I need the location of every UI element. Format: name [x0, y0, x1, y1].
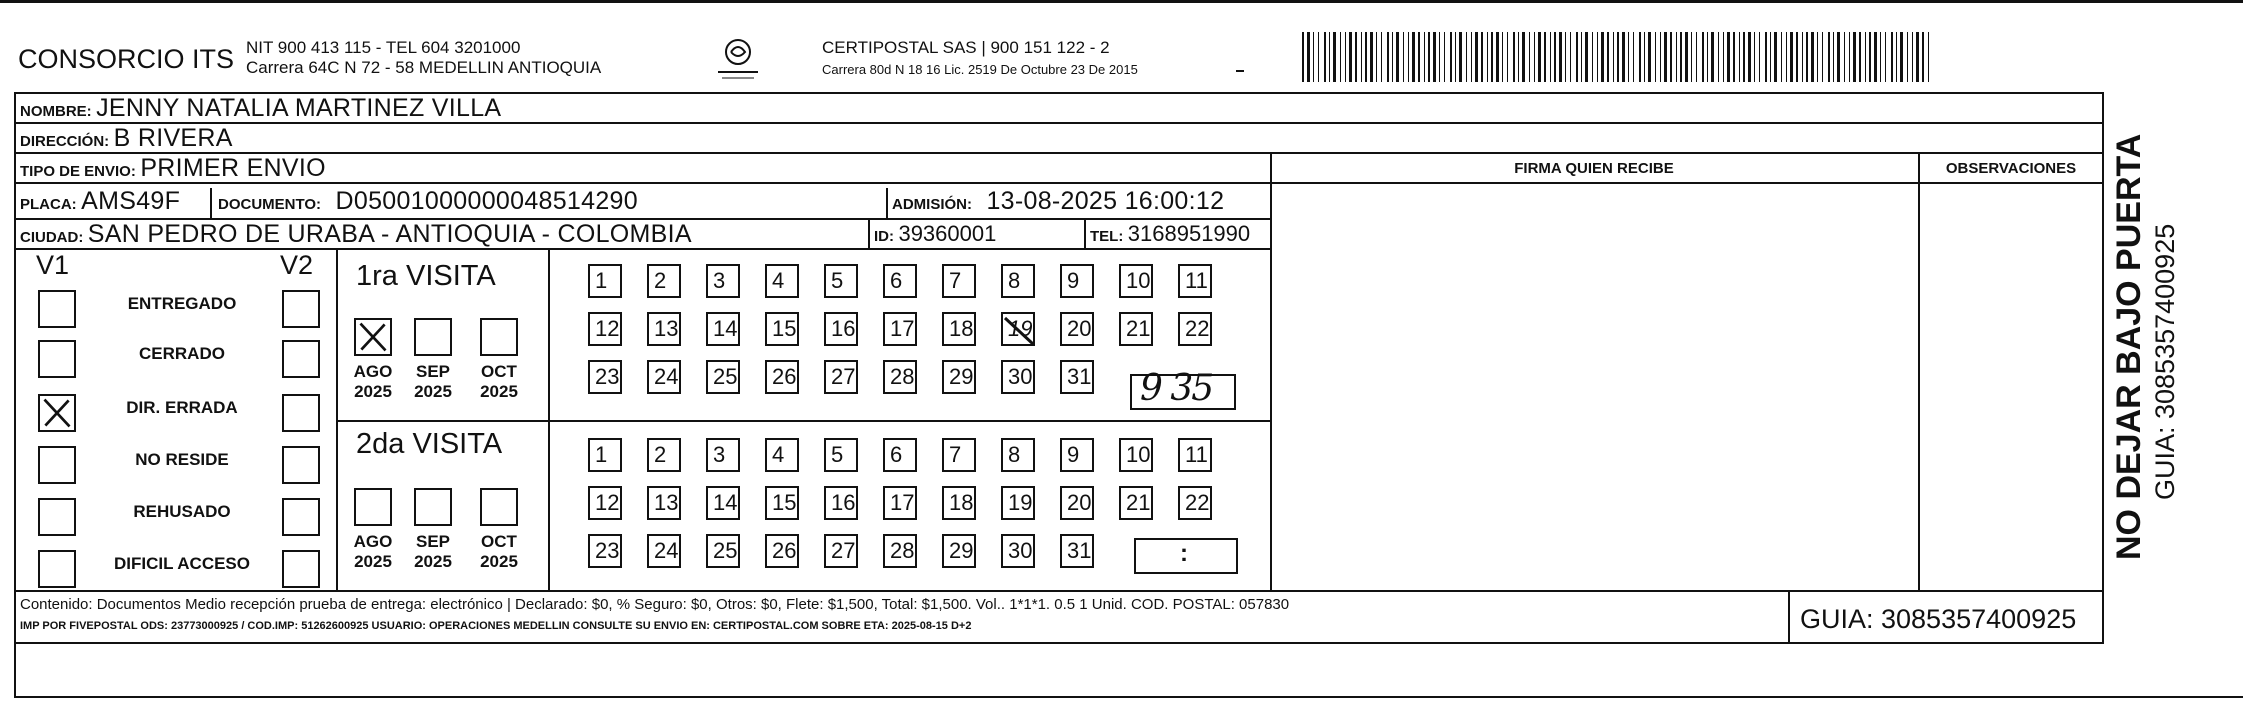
- barcode-bar: [1828, 32, 1830, 82]
- barcode-bar: [1754, 32, 1755, 82]
- day-box[interactable]: 28: [883, 360, 917, 394]
- barcode-bar: [1811, 32, 1814, 82]
- barcode-bar: [1307, 32, 1310, 82]
- certipostal-logo: [712, 36, 764, 86]
- day-box[interactable]: 9: [1060, 438, 1094, 472]
- day-box[interactable]: 19: [1001, 312, 1035, 346]
- tipo-envio-field: [20, 154, 326, 183]
- nombre-label: NOMBRE:: [20, 103, 92, 120]
- barcode-bar: [1424, 32, 1425, 82]
- barcode-bar: [1781, 32, 1782, 82]
- barcode-bar: [1455, 32, 1456, 82]
- documento-field: [218, 187, 638, 216]
- ciudad-value: SAN PEDRO DE URABA - ANTIOQUIA - COLOMBIA: [87, 220, 692, 248]
- barcode-bar: [1670, 32, 1672, 82]
- barcode-bar: [1885, 32, 1886, 82]
- day-box[interactable]: 4: [765, 264, 799, 298]
- barcode-bar: [1648, 32, 1651, 82]
- carrier-line1: CERTIPOSTAL SAS | 900 151 122 - 2: [822, 38, 1110, 57]
- barcode-bar: [1349, 32, 1352, 82]
- day-box[interactable]: 20: [1060, 486, 1094, 520]
- barcode-bar: [1916, 32, 1919, 82]
- barcode-bar: [1806, 32, 1808, 82]
- month-checkbox[interactable]: [354, 488, 392, 526]
- day-box[interactable]: 17: [883, 312, 917, 346]
- day-box[interactable]: 23: [588, 534, 622, 568]
- barcode-bar: [1491, 32, 1493, 82]
- day-box[interactable]: 30: [1001, 360, 1035, 394]
- day-box[interactable]: 30: [1001, 534, 1035, 568]
- barcode-bar: [1727, 32, 1730, 82]
- month-checkbox[interactable]: [480, 318, 518, 356]
- barcode-bar: [1912, 32, 1913, 82]
- barcode-bar: [1644, 32, 1645, 82]
- day-box[interactable]: 26: [765, 534, 799, 568]
- tel-value: 3168951990: [1127, 221, 1251, 246]
- barcode-bar: [1355, 32, 1357, 82]
- barcode-bar: [1711, 32, 1714, 82]
- v2-checkbox[interactable]: [282, 498, 320, 536]
- barcode-bar: [1622, 32, 1625, 82]
- day-box[interactable]: 14: [706, 486, 740, 520]
- barcode-bar: [1570, 32, 1571, 82]
- status-option-label: CERRADO: [139, 344, 225, 363]
- barcode-bar: [1529, 32, 1530, 82]
- barcode-bar: [1817, 32, 1818, 82]
- status-option-label: DIFICIL ACCESO: [113, 554, 250, 573]
- v1-checkbox[interactable]: [38, 340, 76, 378]
- barcode-bar: [1576, 32, 1578, 82]
- barcode-bar: [1585, 32, 1588, 82]
- day-box[interactable]: 4: [765, 438, 799, 472]
- barcode-bar: [1664, 32, 1667, 82]
- tel-label: TEL:: [1090, 228, 1124, 245]
- month-name: AGO: [353, 362, 393, 381]
- certipostal-logo-icon: [712, 36, 764, 86]
- barcode-bar: [1370, 32, 1373, 82]
- barcode-bar: [1655, 32, 1656, 82]
- placa-value: AMS49F: [81, 187, 181, 215]
- day-box[interactable]: 8: [1001, 264, 1035, 298]
- barcode-bar: [1450, 32, 1452, 82]
- barcode-bar: [1723, 32, 1724, 82]
- day-box[interactable]: 29: [942, 360, 976, 394]
- barcode-bar: [1439, 32, 1440, 82]
- barcode-bar: [1471, 32, 1472, 82]
- barcode-bar: [1513, 32, 1515, 82]
- barcode-bar: [1613, 32, 1614, 82]
- ciudad-label: CIUDAD:: [20, 229, 84, 246]
- barcode-bar: [1696, 32, 1697, 82]
- barcode-bar: [1387, 32, 1389, 82]
- barcode-bar: [1361, 32, 1362, 82]
- barcode-bar: [1444, 32, 1445, 82]
- barcode-bar: [1691, 32, 1692, 82]
- barcode-bar: [1487, 32, 1488, 82]
- barcode-bar: [1376, 32, 1377, 82]
- barcode-bar: [1896, 32, 1897, 82]
- tel-field: [1090, 221, 1250, 247]
- barcode-bar: [1707, 32, 1708, 82]
- barcode-bar: [1396, 32, 1399, 82]
- day-box[interactable]: 27: [824, 360, 858, 394]
- barcode-bar: [1739, 32, 1740, 82]
- direccion-label: DIRECCIÓN:: [20, 133, 110, 150]
- day-box[interactable]: 18: [942, 312, 976, 346]
- month-label: [406, 532, 460, 572]
- barcode-bar: [1428, 32, 1430, 82]
- month-year: 2025: [354, 382, 392, 401]
- v1-checkbox[interactable]: [38, 446, 76, 484]
- barcode-bar: [1680, 32, 1682, 82]
- barcode-bar: [1844, 32, 1845, 82]
- month-checkbox[interactable]: [414, 318, 452, 356]
- barcode-bar: [1660, 32, 1661, 82]
- barcode-bar: [1849, 32, 1850, 82]
- day-box[interactable]: 17: [883, 486, 917, 520]
- day-box[interactable]: 18: [942, 486, 976, 520]
- direccion-value: B RIVERA: [113, 124, 233, 152]
- barcode-bar: [1392, 32, 1393, 82]
- day-box[interactable]: 8: [1001, 438, 1035, 472]
- day-box[interactable]: 5: [824, 438, 858, 472]
- barcode-bar: [1770, 32, 1771, 82]
- month-label: [472, 532, 526, 572]
- day-box[interactable]: 31: [1060, 534, 1094, 568]
- day-box[interactable]: 13: [647, 312, 681, 346]
- day-box[interactable]: 23: [588, 360, 622, 394]
- month-label: [346, 532, 400, 572]
- id-label: ID:: [874, 228, 894, 245]
- barcode-bar: [1496, 32, 1499, 82]
- admision-value: 13-08-2025 16:00:12: [986, 187, 1225, 215]
- barcode-bar: [1922, 32, 1924, 82]
- barcode-bar: [1774, 32, 1777, 82]
- month-year: 2025: [414, 382, 452, 401]
- first-visit-title: 1ra VISITA: [356, 260, 496, 292]
- month-label: [472, 362, 526, 402]
- day-box[interactable]: 24: [647, 360, 681, 394]
- v2-checkbox[interactable]: [282, 340, 320, 378]
- barcode-bar: [1365, 32, 1367, 82]
- day-box[interactable]: 14: [706, 312, 740, 346]
- barcode-bar: [1522, 32, 1525, 82]
- day-box[interactable]: 31: [1060, 360, 1094, 394]
- v1-checkbox[interactable]: [38, 498, 76, 536]
- barcode-bar: [1748, 32, 1751, 82]
- barcode-bar: [1633, 32, 1634, 82]
- day-mark-icon: [1003, 314, 1037, 356]
- day-box[interactable]: 25: [706, 360, 740, 394]
- v2-header: V2: [280, 250, 314, 280]
- barcode-bar: [1538, 32, 1541, 82]
- barcode-bar: [1833, 32, 1834, 82]
- barcode-graphic: [1302, 32, 1938, 82]
- second-visit-title: 2da VISITA: [356, 428, 503, 460]
- barcode-bar: [1796, 32, 1798, 82]
- day-box[interactable]: 12: [588, 312, 622, 346]
- tipo-envio-label: TIPO DE ENVIO:: [20, 163, 136, 180]
- barcode-bar: [1466, 32, 1467, 82]
- second-visit-time-value: :: [1180, 540, 1188, 567]
- barcode-bar: [1628, 32, 1629, 82]
- barcode-bar: [1601, 32, 1604, 82]
- barcode-bar: [1403, 32, 1404, 82]
- day-box[interactable]: 10: [1119, 264, 1153, 298]
- footer-line1: Contenido: Documentos Medio recepción prueba de entrega: electrónico | Declarado: $0, % Seguro: $0, Otros: $0, Flete: $1,500, Total: $1,500. Vol.. 1*1*1. 0.5 1 Unid. COD. POSTAL: 057830: [20, 596, 1290, 613]
- barcode-bar: [1318, 32, 1319, 82]
- footer-guia: GUIA: 3085357400925: [1800, 604, 2077, 634]
- day-box[interactable]: 3: [706, 264, 740, 298]
- month-name: SEP: [415, 532, 451, 551]
- month-name: AGO: [353, 532, 393, 551]
- status-option-label: NO RESIDE: [135, 450, 229, 469]
- day-box[interactable]: 13: [647, 486, 681, 520]
- day-box[interactable]: 24: [647, 534, 681, 568]
- id-value: 39360001: [898, 221, 997, 246]
- day-box[interactable]: 16: [824, 312, 858, 346]
- dash-mark: [1236, 70, 1244, 72]
- barcode-bar: [1733, 32, 1735, 82]
- day-box[interactable]: 27: [824, 534, 858, 568]
- barcode-bar: [1481, 32, 1483, 82]
- v2-checkbox[interactable]: [282, 550, 320, 588]
- placa-field: [20, 187, 180, 216]
- barcode-bar: [1907, 32, 1908, 82]
- month-checkbox[interactable]: [354, 318, 392, 356]
- barcode-bar: [1759, 32, 1760, 82]
- day-box[interactable]: 5: [824, 264, 858, 298]
- observaciones-header: OBSERVACIONES: [1945, 160, 2077, 177]
- barcode-bar: [1559, 32, 1562, 82]
- barcode-bar: [1607, 32, 1609, 82]
- carrier-line2: Carrera 80d N 18 16 Lic. 2519 De Octubre 23 De 2015: [822, 62, 1138, 77]
- day-box[interactable]: 28: [883, 534, 917, 568]
- barcode-bar: [1502, 32, 1503, 82]
- barcode-bar: [1874, 32, 1877, 82]
- documento-value: D05001000000048514290: [335, 187, 638, 215]
- month-name: SEP: [415, 362, 451, 381]
- barcode-bar: [1685, 32, 1688, 82]
- barcode: [1302, 32, 1938, 82]
- barcode-bar: [1900, 32, 1903, 82]
- day-box[interactable]: 6: [883, 264, 917, 298]
- month-name: OCT: [481, 532, 517, 551]
- ciudad-field: [20, 220, 692, 249]
- x-mark-icon: [356, 320, 390, 354]
- barcode-bar: [1302, 32, 1304, 82]
- day-box[interactable]: 22: [1178, 312, 1212, 346]
- barcode-bar: [1702, 32, 1704, 82]
- barcode-bar: [1802, 32, 1803, 82]
- x-mark-icon: [40, 396, 74, 430]
- month-label: [346, 362, 400, 402]
- day-box[interactable]: 2: [647, 438, 681, 472]
- barcode-bar: [1837, 32, 1840, 82]
- day-box[interactable]: 11: [1178, 438, 1212, 472]
- barcode-bar: [1329, 32, 1330, 82]
- day-box[interactable]: 3: [706, 438, 740, 472]
- day-box[interactable]: 12: [588, 486, 622, 520]
- direccion-field: [20, 124, 233, 153]
- day-box[interactable]: 1: [588, 264, 622, 298]
- day-box[interactable]: 15: [765, 486, 799, 520]
- company-name: CONSORCIO ITS: [18, 44, 235, 74]
- barcode-bar: [1459, 32, 1462, 82]
- day-box[interactable]: 7: [942, 438, 976, 472]
- month-checkbox[interactable]: [414, 488, 452, 526]
- day-box[interactable]: 19: [1001, 486, 1035, 520]
- barcode-bar: [1676, 32, 1677, 82]
- barcode-bar: [1822, 32, 1823, 82]
- month-label: [406, 362, 460, 402]
- barcode-bar: [1869, 32, 1871, 82]
- tipo-envio-value: PRIMER ENVIO: [140, 154, 326, 182]
- status-option-label: DIR. ERRADA: [126, 398, 238, 417]
- first-visit-time-handwritten: 9 35: [1140, 368, 1213, 409]
- barcode-bar: [1880, 32, 1881, 82]
- id-field: [874, 221, 996, 247]
- company-line2: Carrera 64C N 72 - 58 MEDELLIN ANTIOQUIA: [246, 58, 602, 77]
- month-year: 2025: [414, 552, 452, 571]
- v1-checkbox[interactable]: [38, 550, 76, 588]
- month-year: 2025: [480, 552, 518, 571]
- placa-label: PLACA:: [20, 196, 77, 213]
- barcode-bar: [1475, 32, 1478, 82]
- month-name: OCT: [481, 362, 517, 381]
- barcode-bar: [1592, 32, 1593, 82]
- barcode-bar: [1928, 32, 1929, 82]
- day-box[interactable]: 15: [765, 312, 799, 346]
- v1-checkbox[interactable]: [38, 290, 76, 328]
- month-year: 2025: [354, 552, 392, 571]
- barcode-bar: [1639, 32, 1641, 82]
- barcode-bar: [1597, 32, 1598, 82]
- day-box[interactable]: 2: [647, 264, 681, 298]
- day-box[interactable]: 16: [824, 486, 858, 520]
- barcode-bar: [1418, 32, 1420, 82]
- top-border: [0, 0, 2243, 3]
- barcode-bar: [1433, 32, 1436, 82]
- day-box[interactable]: 25: [706, 534, 740, 568]
- barcode-bar: [1859, 32, 1861, 82]
- nombre-value: JENNY NATALIA MARTINEZ VILLA: [96, 94, 502, 122]
- day-box[interactable]: 22: [1178, 486, 1212, 520]
- barcode-bar: [1313, 32, 1314, 82]
- firma-header: FIRMA QUIEN RECIBE: [1514, 160, 1674, 177]
- barcode-bar: [1617, 32, 1619, 82]
- v2-checkbox[interactable]: [282, 394, 320, 432]
- v2-checkbox[interactable]: [282, 290, 320, 328]
- barcode-bar: [1324, 32, 1326, 82]
- admision-field: [892, 187, 1224, 216]
- barcode-bar: [1550, 32, 1551, 82]
- barcode-bar: [1786, 32, 1787, 82]
- footer-line2: IMP POR FIVEPOSTAL ODS: 23773000925 / COD.IMP: 51262600925 USUARIO: OPERACIONES MEDELLIN CONSULTE SU ENVIO EN: CERTIPOSTAL.COM SOBRE ETA: 2025-08-15 D+2: [20, 620, 972, 632]
- v1-header: V1: [36, 250, 70, 280]
- day-box[interactable]: 21: [1119, 486, 1153, 520]
- barcode-bar: [1408, 32, 1409, 82]
- status-option-label: REHUSADO: [133, 502, 231, 521]
- barcode-bar: [1534, 32, 1535, 82]
- v2-checkbox[interactable]: [282, 446, 320, 484]
- barcode-bar: [1554, 32, 1556, 82]
- barcode-bar: [1581, 32, 1582, 82]
- barcode-bar: [1865, 32, 1866, 82]
- barcode-bar: [1333, 32, 1336, 82]
- day-box[interactable]: 7: [942, 264, 976, 298]
- barcode-bar: [1518, 32, 1519, 82]
- status-option-label: ENTREGADO: [127, 294, 237, 313]
- day-box[interactable]: 20: [1060, 312, 1094, 346]
- side-no-dejar: NO DEJAR BAJO PUERTA: [2110, 133, 2148, 560]
- day-box[interactable]: 10: [1119, 438, 1153, 472]
- admision-label: ADMISIÓN:: [892, 196, 972, 213]
- barcode-bar: [1565, 32, 1566, 82]
- nombre-field: [20, 94, 501, 123]
- barcode-bar: [1340, 32, 1341, 82]
- day-box[interactable]: 21: [1119, 312, 1153, 346]
- day-box[interactable]: 1: [588, 438, 622, 472]
- barcode-bar: [1765, 32, 1767, 82]
- barcode-bar: [1544, 32, 1546, 82]
- barcode-bar: [1412, 32, 1415, 82]
- v1-checkbox[interactable]: [38, 394, 76, 432]
- company-line1: NIT 900 413 115 - TEL 604 3201000: [246, 38, 521, 57]
- day-box[interactable]: 29: [942, 534, 976, 568]
- barcode-bar: [1853, 32, 1856, 82]
- documento-label: DOCUMENTO:: [218, 196, 322, 213]
- day-box[interactable]: 26: [765, 360, 799, 394]
- day-box[interactable]: 11: [1178, 264, 1212, 298]
- day-box[interactable]: 9: [1060, 264, 1094, 298]
- bottom-border: [14, 696, 2243, 698]
- barcode-bar: [1507, 32, 1508, 82]
- month-checkbox[interactable]: [480, 488, 518, 526]
- month-year: 2025: [480, 382, 518, 401]
- barcode-bar: [1790, 32, 1793, 82]
- barcode-bar: [1891, 32, 1893, 82]
- barcode-bar: [1381, 32, 1382, 82]
- day-box[interactable]: 6: [883, 438, 917, 472]
- barcode-bar: [1345, 32, 1346, 82]
- barcode-bar: [1743, 32, 1745, 82]
- barcode-bar: [1718, 32, 1719, 82]
- side-guia: GUIA: 3085357400925: [2150, 223, 2180, 500]
